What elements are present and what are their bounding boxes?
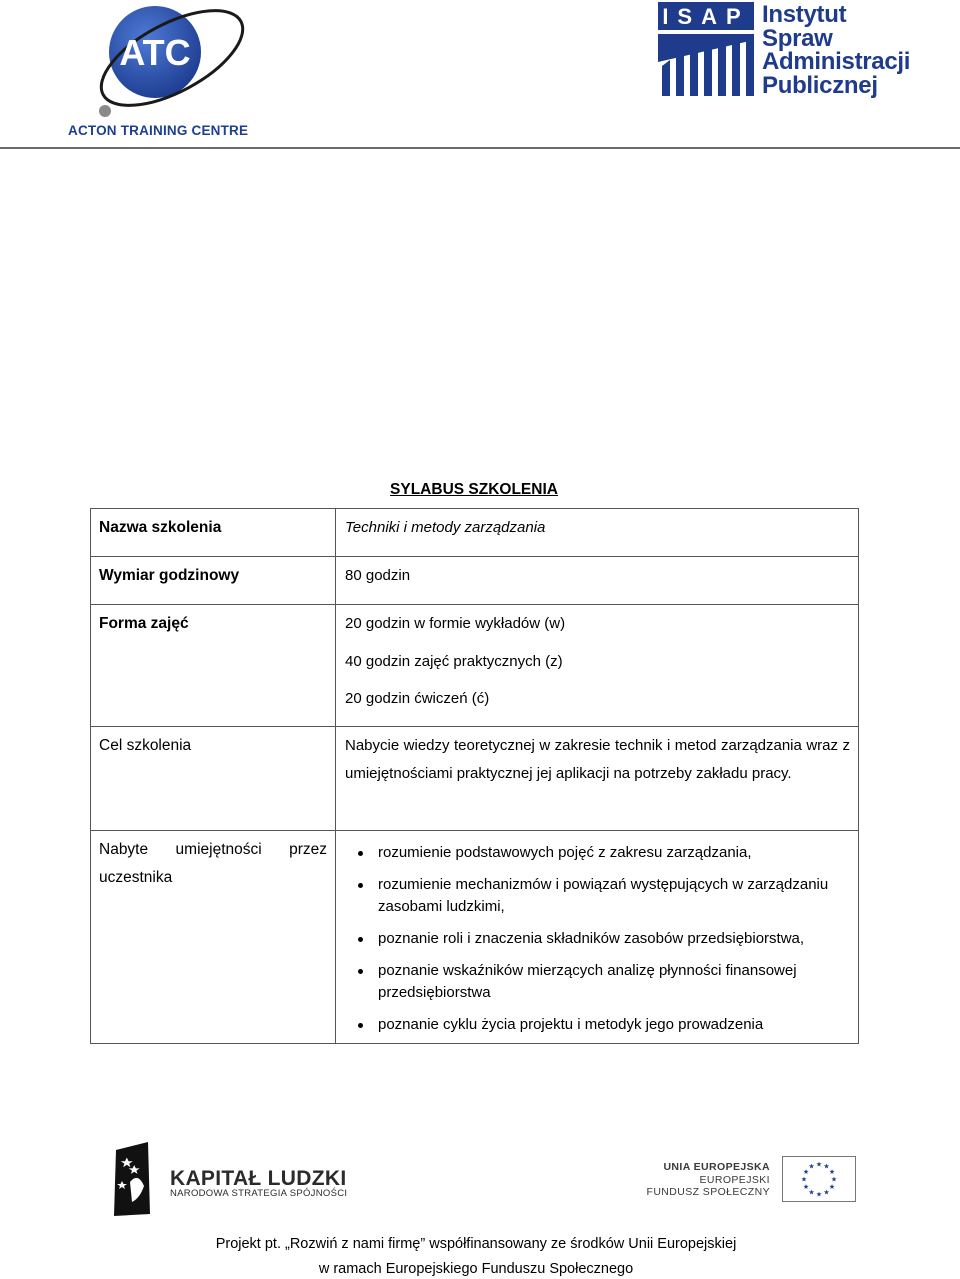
eu-text-line: EUROPEJSKI (699, 1173, 770, 1186)
row-label-word: Nabyte (99, 841, 149, 858)
atc-emblem-graphic (62, 2, 252, 127)
class-form-values (336, 605, 858, 726)
row-label: Nazwa szkolenia (91, 509, 336, 556)
eu-flag-icon (782, 1156, 856, 1202)
row-label-word: umiejętności (175, 841, 262, 858)
atc-caption: ACTON TRAINING CENTRE (68, 123, 249, 138)
table-row-nazwa (90, 508, 859, 556)
row-label-word: uczestnika (99, 869, 173, 886)
bullet-icon (358, 969, 363, 974)
row-label: Wymiar godzinowy (91, 557, 336, 604)
course-name-value: Techniki i metody zarządzania (345, 519, 546, 536)
eu-star-icon: ★ (808, 1163, 815, 1171)
class-form-line: 20 godzin w formie wykładów (w) (345, 615, 566, 632)
table-row-nabyte (90, 830, 859, 1044)
row-label-word: przez (289, 841, 327, 858)
eu-star-icon: ★ (808, 1189, 815, 1197)
isap-name-line: Publicznej (762, 71, 878, 99)
table-row-forma (90, 604, 859, 726)
skill-text: rozumienie mechanizmów i powiązań występujących w zarządzaniu zasobami ludzkimi, (378, 876, 829, 915)
isap-name (762, 3, 910, 97)
eu-star-icon: ★ (830, 1176, 838, 1184)
eu-star-icon: ★ (823, 1163, 830, 1171)
skill-text: poznanie wskaźników mierzących analizę płynności finansowej przedsiębiorstwa (378, 962, 797, 1001)
table-row-wymiar (90, 556, 859, 604)
eu-star-icon: ★ (815, 1191, 823, 1199)
list-item (345, 842, 850, 864)
class-form-line: 20 godzin ćwiczeń (ć) (345, 690, 490, 707)
eu-star-icon: ★ (828, 1169, 836, 1176)
skills-list (345, 842, 850, 1036)
hours-value: 80 godzin (345, 567, 411, 584)
skill-text: rozumienie podstawowych pojęć z zakresu zarządzania, (378, 844, 752, 861)
bullet-icon (358, 851, 363, 856)
skills-list-cell (336, 831, 858, 1043)
eu-star-icon: ★ (823, 1189, 830, 1197)
eu-text-line: FUNDUSZ SPOŁECZNY (646, 1186, 770, 1198)
bullet-icon (358, 937, 363, 942)
eu-star-icon: ★ (815, 1161, 823, 1169)
course-goal-text: Nabycie wiedzy teoretycznej w zakresie technik i metod zarządzania wraz z umiejętnościami praktycznej jej aplikacji na potrzeby zakładu pracy. (345, 737, 850, 782)
eu-esf-logo (640, 1154, 860, 1206)
isap-logo (656, 0, 916, 104)
class-form-line: 40 godzin zajęć praktycznych (z) (345, 652, 563, 670)
row-label-skills (91, 831, 336, 1043)
eu-text-line: UNIA EUROPEJSKA (663, 1161, 770, 1173)
list-item (345, 928, 850, 950)
eu-star-icon: ★ (828, 1184, 836, 1191)
eu-esf-text (647, 1161, 770, 1199)
bullet-icon (358, 1023, 363, 1028)
atc-logo-text: ATC (119, 32, 191, 73)
skill-text: poznanie roli i znaczenia składników zasobów przedsiębiorstwa, (378, 930, 805, 947)
footer-fund-line: w ramach Europejskiego Funduszu Społecznego (318, 1261, 634, 1277)
isap-acronym: ISAP (662, 4, 750, 29)
isap-name-line: Instytut (762, 1, 847, 28)
row-label: Cel szkolenia (91, 727, 336, 830)
syllabus-table (90, 508, 859, 1044)
isap-emblem-graphic (656, 0, 756, 100)
kapital-ludzki-title: KAPITAŁ LUDZKI (170, 1167, 347, 1190)
eu-stars-icon (783, 1157, 855, 1201)
course-goal-value (336, 727, 858, 830)
list-item (345, 960, 850, 1004)
document-title: SYLABUS SZKOLENIA (390, 481, 558, 498)
header-divider (0, 147, 960, 149)
footer-project-line: Projekt pt. „Rozwiń z nami firmę” współfinansowany ze środków Unii Europejskiej (215, 1236, 737, 1252)
bullet-icon (358, 883, 363, 888)
kapital-ludzki-logo (110, 1142, 360, 1222)
isap-name-line: Administracji (762, 48, 911, 75)
eu-star-icon: ★ (802, 1184, 810, 1191)
kapital-ludzki-subtitle: NARODOWA STRATEGIA SPÓJNOŚCI (170, 1188, 348, 1199)
atc-logo (62, 2, 252, 142)
eu-star-icon: ★ (802, 1169, 810, 1176)
list-item (345, 874, 850, 918)
row-label: Forma zajęć (91, 605, 336, 726)
eu-star-icon: ★ (800, 1176, 808, 1184)
isap-name-line: Spraw (762, 24, 833, 52)
skill-text: poznanie cyklu życia projektu i metodyk jego prowadzenia (378, 1016, 764, 1033)
kapital-ludzki-emblem-icon (110, 1142, 168, 1218)
list-item (345, 1014, 850, 1036)
table-row-cel (90, 726, 859, 830)
